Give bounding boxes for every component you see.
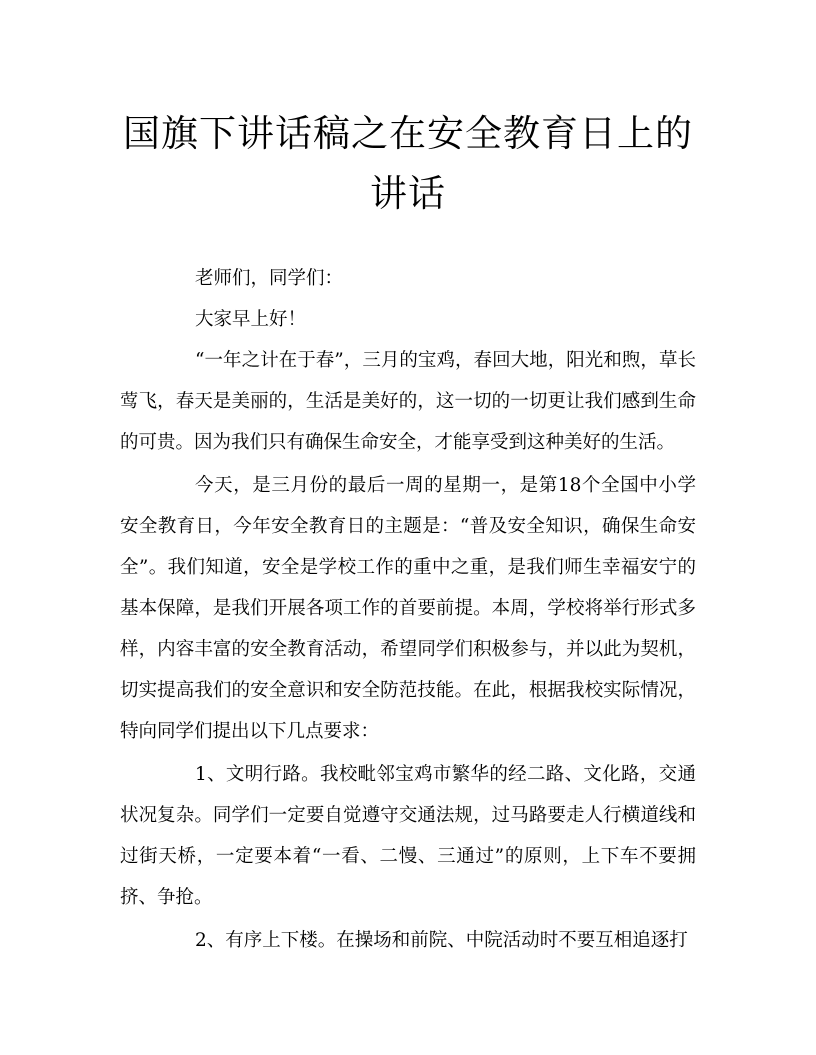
document-body (120, 258, 696, 961)
rule-one-paragraph: 1、文明行路。我校毗邻宝鸡市繁华的经二路、文化路，交通状况复杂。同学们一定要自觉遵守交通法规，过马路要走人行横道线和过街天桥，一定要本着“一看、二慢、三通过”的原则，上下车不要拥挤、争抢。 (120, 764, 696, 908)
document-title: 国旗下讲话稿之在安全教育日上的讲话 (123, 112, 693, 215)
greeting-paragraph: 老师们，同学们： (195, 268, 344, 289)
safety-day-paragraph: 今天，是三月份的最后一周的星期一，是第18个全国中小学安全教育日，今年安全教育日的主题是：“普及安全知识，确保生命安全”。我们知道，安全是学校工作的重中之重，是我们师生幸福安宁的基本保障，是我们开展各项工作的首要前提。本周，学校将举行形式多样，内容丰富的安全教育活动，希望同学们积极参与，并以此为契机，切实提高我们的安全意识和安全防范技能。在此，根据我校实际情况，特向同学们提出以下几点要求： (120, 475, 696, 742)
salutation-paragraph: 大家早上好！ (195, 309, 307, 330)
spring-paragraph: “一年之计在于春”，三月的宝鸡，春回大地，阳光和煦，草长莺飞，春天是美丽的，生活是美好的，这一切的一切更让我们感到生命的可贵。因为我们只有确保生命安全，才能享受到这种美好的生活。 (120, 350, 696, 453)
rule-two-paragraph: 2、有序上下楼。在操场和前院、中院活动时不要互相追逐打 (195, 930, 688, 951)
